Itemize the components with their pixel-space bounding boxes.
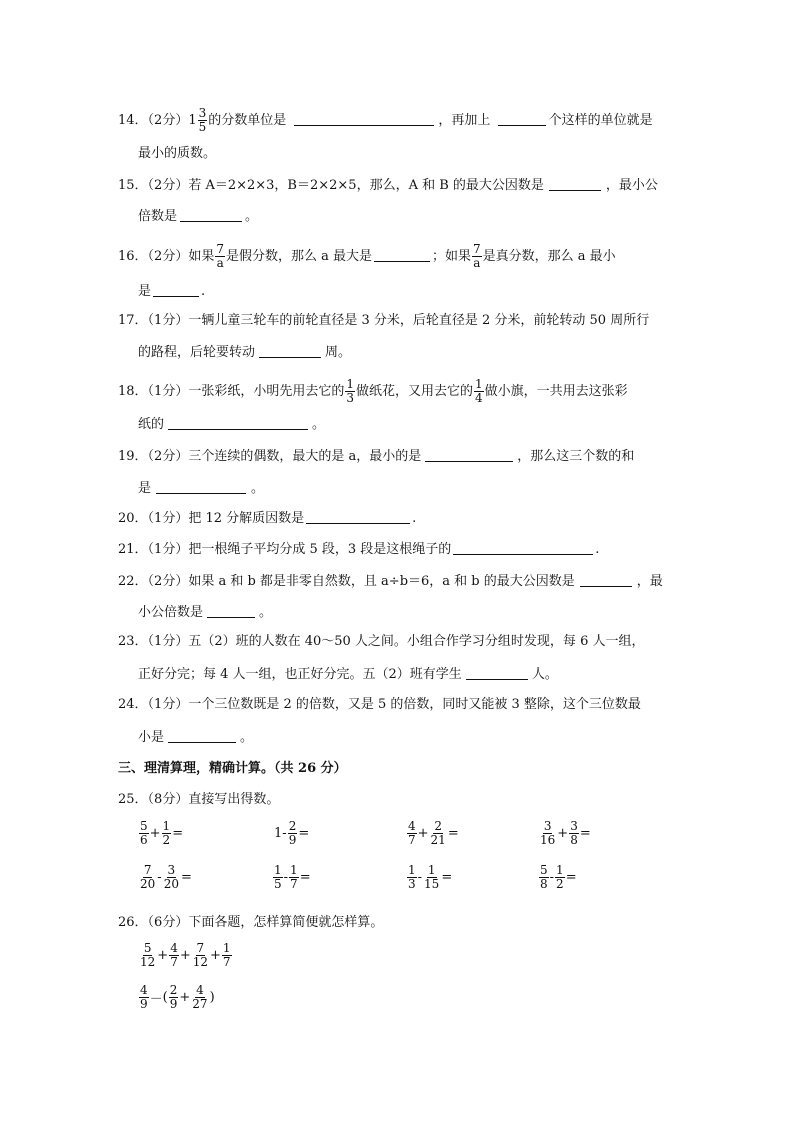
question-25: 25．（8分）直接写出得数。 — [118, 792, 280, 807]
calc-item: $\frac{7}{20}$ - $\frac{3}{20}$ = — [140, 863, 192, 891]
calc-item: $\frac{1}{3}$ - $\frac{1}{15}$ = — [408, 863, 453, 891]
calc-expression-2: $\frac{4}{9}$ － ( $\frac{2}{9}$ + $\frac{4}{27}$ ) — [140, 983, 215, 1011]
question-21: 21．（1分）把一根绳子平均分成 5 段，3 段是这根绳子的 . — [118, 542, 600, 557]
answer-blank[interactable] — [153, 283, 199, 297]
answer-blank[interactable] — [168, 729, 236, 743]
calc-item: $\frac{5}{6}$ + $\frac{1}{2}$ = — [140, 819, 184, 847]
calc-item: $\frac{1}{5}$ - $\frac{1}{7}$ = — [274, 863, 311, 891]
fraction: $\frac{3}{5}$ — [198, 106, 207, 134]
answer-blank[interactable] — [259, 344, 321, 358]
question-18: 18．（1分）一张彩纸，小明先用去它的 $\frac{1}{3}$ 做纸花，又用去它的 $\frac{1}{4}$ 做小旗，一共用去这张彩 — [118, 377, 628, 405]
question-22: 22．（2分）如果 a 和 b 都是非零自然数，且 a÷b＝6，a 和 b 的最大公因数是 ，最 — [118, 574, 663, 589]
section-heading: 三、理清算理，精确计算。（共 26 分） — [118, 761, 347, 776]
question-17-cont: 的路程，后轮要转动 周。 — [138, 345, 352, 360]
answer-blank[interactable] — [294, 112, 434, 126]
answer-blank[interactable] — [207, 604, 255, 618]
answer-blank[interactable] — [466, 666, 528, 680]
question-22-cont: 小公倍数是 。 — [138, 605, 273, 620]
question-14-cont: 最小的质数。 — [138, 146, 217, 161]
question-19-cont: 是 。 — [138, 481, 265, 496]
calc-item: $\frac{3}{16}$ + $\frac{3}{8}$ = — [540, 819, 591, 847]
answer-blank[interactable] — [156, 480, 246, 494]
calc-item: $\frac{4}{7}$ + $\frac{2}{21}$ = — [408, 819, 459, 847]
calc-item: 1 - $\frac{2}{9}$ = — [274, 819, 310, 847]
calc-item: $\frac{5}{8}$ - $\frac{1}{2}$ = — [540, 863, 577, 891]
question-16: 16．（2分）如果 $\frac{7}{a}$ 是假分数，那么 a 最大是 ；如果 $\frac{7}{a}$ 是真分数，那么 a 最小 — [118, 242, 616, 270]
answer-blank[interactable] — [168, 416, 308, 430]
answer-blank[interactable] — [306, 510, 410, 524]
question-15-cont: 倍数是 。 — [138, 209, 259, 224]
answer-blank[interactable] — [498, 112, 546, 126]
question-23-cont: 正好分完；每 4 人一组，也正好分完。五（2）班有学生 人。 — [138, 667, 558, 682]
answer-blank[interactable] — [549, 177, 601, 191]
question-24: 24．（1分）一个三位数既是 2 的倍数，又是 5 的倍数，同时又能被 3 整除，这个三位数最 — [118, 697, 641, 712]
question-24-cont: 小是 。 — [138, 730, 254, 745]
answer-blank[interactable] — [374, 248, 430, 262]
question-20: 20．（1分）把 12 分解质因数是 . — [118, 511, 417, 526]
answer-blank[interactable] — [425, 448, 513, 462]
question-14: 14．（2分）1 $\frac{3}{5}$ 的分数单位是 ，再加上 个这样的单位就是 — [118, 106, 653, 134]
question-23: 23．（1分）五（2）班的人数在 40～50 人之间。小组合作学习分组时发现，每 6 人一组， — [118, 634, 645, 649]
answer-blank[interactable] — [580, 573, 632, 587]
question-16-cont: 是 . — [138, 284, 206, 299]
question-15: 15．（2分）若 A＝2×2×3，B＝2×2×5，那么，A 和 B 的最大公因数是 ，最小公 — [118, 178, 658, 193]
answer-blank[interactable] — [180, 208, 242, 222]
question-19: 19．（2分）三个连续的偶数，最大的是 a，最小的是 ，那么这三个数的和 — [118, 449, 635, 464]
calc-expression-1: $\frac{5}{12}$ + $\frac{4}{7}$ + $\frac{7}{12}$ + $\frac{1}{7}$ — [140, 941, 231, 969]
question-17: 17．（1分）一辆儿童三轮车的前轮直径是 3 分米，后轮直径是 2 分米，前轮转动 50 周所行 — [118, 313, 650, 328]
question-18-cont: 纸的 。 — [138, 417, 326, 432]
answer-blank[interactable] — [453, 541, 593, 555]
question-26: 26．（6分）下面各题，怎样算简便就怎样算。 — [118, 915, 384, 930]
